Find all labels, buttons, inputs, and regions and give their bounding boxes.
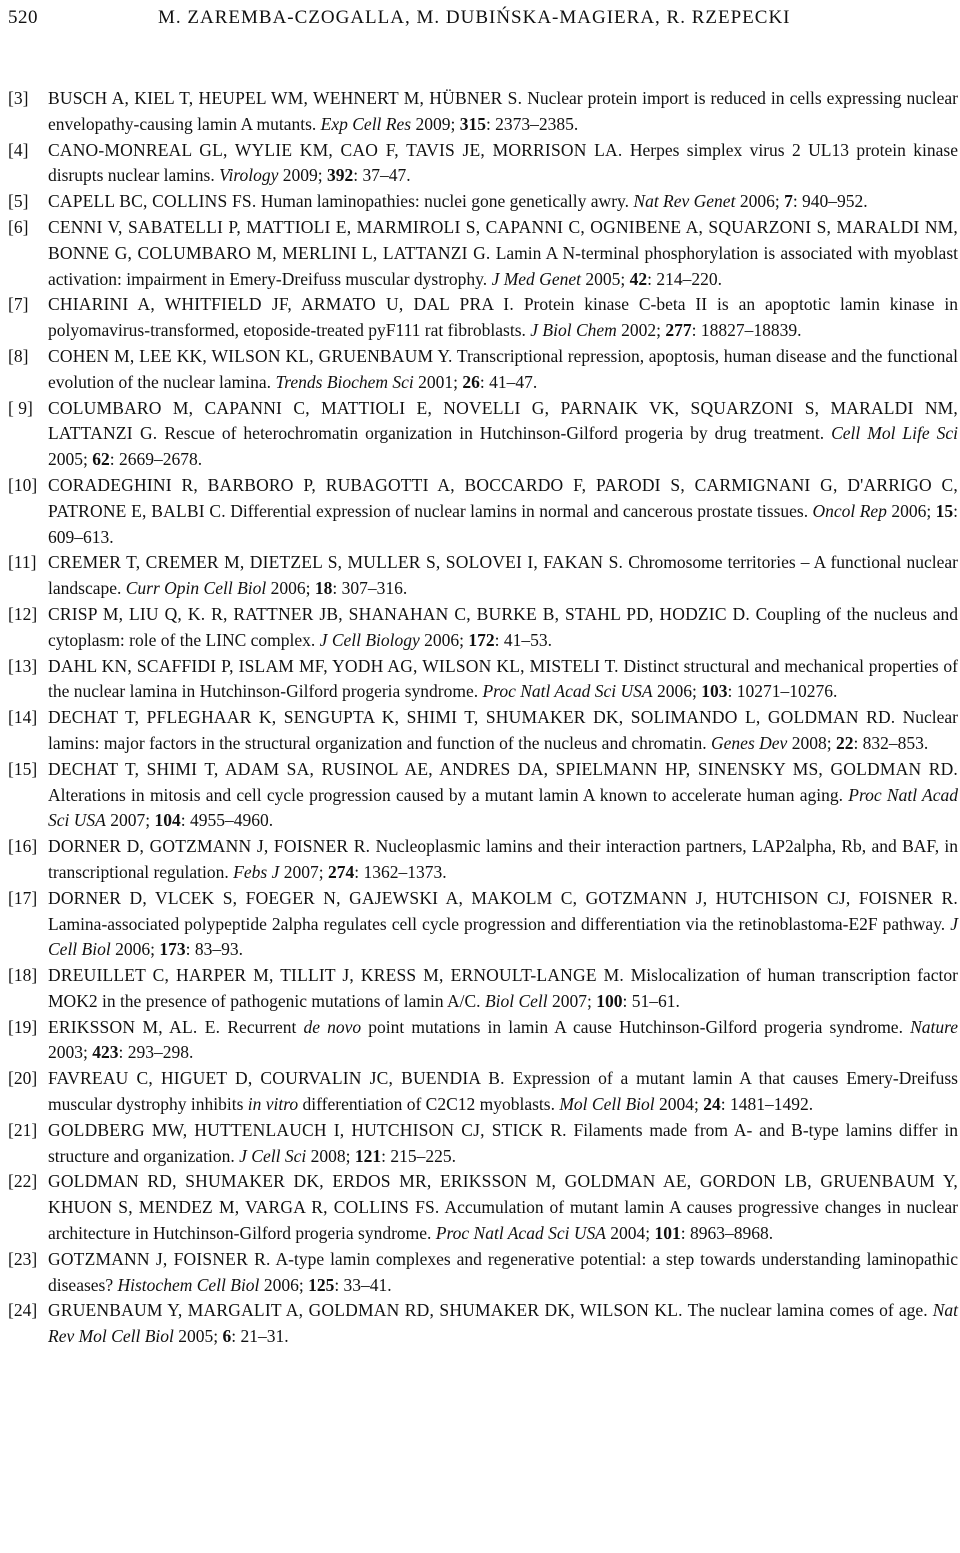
reference-list xyxy=(8,86,958,1350)
reference-pages: : 37–47. xyxy=(353,165,411,186)
reference-title: Nuclear lamins: major factors in the structural organization and function of the nucleus and chromatin. xyxy=(48,707,958,753)
reference-volume: 101 xyxy=(654,1223,681,1244)
reference-entry xyxy=(8,654,958,706)
reference-authors: DORNER D, GOTZMANN J, FOISNER R. xyxy=(48,836,371,857)
reference-authors: GOTZMANN J, FOISNER R. xyxy=(48,1248,271,1269)
reference-entry xyxy=(8,344,958,396)
reference-authors: BUSCH A, KIEL T, HEUPEL WM, WEHNERT M, HÜBNER S. xyxy=(48,88,523,108)
reference-journal: Nat Rev Mol Cell Biol xyxy=(48,1300,959,1347)
reference-pages: : 18827–18839. xyxy=(691,320,802,341)
reference-number: [22] xyxy=(8,1171,38,1192)
reference-volume: 22 xyxy=(835,732,854,753)
reference-authors: CREMER T, CREMER M, DIETZEL S, MULLER S, SOLOVEI I, FAKAN S. xyxy=(48,552,624,573)
reference-authors: GRUENBAUM Y, MARGALIT A, GOLDMAN RD, SHUMAKER DK, WILSON KL. xyxy=(48,1300,683,1321)
reference-authors: CORADEGHINI R, BARBORO P, RUBAGOTTI A, BOCCARDO F, PARODI S, CARMIGNANI G, D'ARRIGO C, PATRONE E, BALBI C. xyxy=(48,474,958,521)
reference-volume: 26 xyxy=(462,371,480,392)
reference-year: 2006; xyxy=(656,681,697,702)
reference-journal: Oncol Rep xyxy=(812,500,887,521)
reference-year: 2004; xyxy=(610,1223,651,1244)
reference-title: Alterations in mitosis and cell cycle progression caused by a mutant lamin A known to accelerate human aging. xyxy=(48,784,843,805)
reference-entry xyxy=(8,602,958,654)
reference-entry xyxy=(8,473,958,550)
reference-authors: GOLDMAN RD, SHUMAKER DK, ERDOS MR, ERIKSSON M, GOLDMAN AE, GORDON LB, GRUENBAUM Y, KHUON S, MENDEZ M, VARGA R, COLLINS FS. xyxy=(48,1171,958,1218)
reference-journal: Nat Rev Genet xyxy=(633,191,736,212)
reference-journal: Cell Mol Life Sci xyxy=(831,423,958,444)
reference-title: Lamin A N-terminal phosphorylation is associated with myoblast activation: impairment in Emery-Dreifuss muscular dystrophy. xyxy=(48,242,958,289)
reference-authors: DORNER D, VLCEK S, FOEGER N, GAJEWSKI A, MAKOLM C, GOTZMANN J, HUTCHISON CJ, FOISNER R. xyxy=(48,887,958,908)
reference-year: 2004; xyxy=(659,1094,699,1115)
reference-authors: DECHAT T, SHIMI T, ADAM SA, RUSINOL AE, ANDRES DA, SPIELMANN HP, SINENSKY MS, GOLDMAN RD. xyxy=(48,758,958,779)
reference-pages: : 940–952. xyxy=(792,191,868,212)
reference-authors: GOLDBERG MW, HUTTENLAUCH I, HUTCHISON CJ, STICK R. xyxy=(48,1119,567,1140)
reference-entry xyxy=(8,189,958,215)
reference-title: Human laminopathies: nuclei gone genetically awry. xyxy=(260,191,630,212)
reference-entry xyxy=(8,963,958,1015)
reference-year: 2009; xyxy=(415,113,456,134)
reference-title: Coupling of the nucleus and cytoplasm: role of the LINC complex. xyxy=(48,603,958,650)
reference-number: [6] xyxy=(8,216,29,237)
reference-volume: 103 xyxy=(701,681,728,702)
reference-journal: J Cell Biology xyxy=(319,629,420,650)
reference-authors: FAVREAU C, HIGUET D, COURVALIN JC, BUENDIA B. xyxy=(48,1068,505,1089)
reference-year: 2006; xyxy=(270,578,311,599)
reference-pages: : 8963–8968. xyxy=(680,1223,774,1244)
reference-volume: 6 xyxy=(222,1326,232,1347)
reference-year: 2006; xyxy=(115,939,155,960)
reference-pages: : 4955–4960. xyxy=(180,810,274,831)
reference-volume: 392 xyxy=(327,165,354,186)
reference-pages: : 41–53. xyxy=(494,629,553,650)
reference-year: 2007; xyxy=(110,810,151,831)
reference-entry xyxy=(8,834,958,886)
reference-entry xyxy=(8,1015,958,1067)
reference-pages: : 33–41. xyxy=(334,1274,392,1295)
reference-volume: 274 xyxy=(327,861,355,882)
reference-authors: CENNI V, SABATELLI P, MATTIOLI E, MARMIROLI S, CAPANNI C, OGNIBENE A, SQUARZONI S, MARALDI NM, BONNE G, COLUMBARO M, MERLINI L, LATTANZI G. xyxy=(48,216,958,263)
reference-title: Protein kinase C-beta II is an apoptotic lamin kinase in polyomavirus-transformed, etoposide-treated pyF111 rat fibroblasts. xyxy=(48,294,958,341)
running-header xyxy=(8,4,952,32)
reference-title: Nucleoplasmic lamins and their interaction partners, LAP2alpha, Rb, and BAF, in transcriptional regulation. xyxy=(48,836,959,882)
reference-number: [19] xyxy=(8,1016,38,1037)
reference-year: 2007; xyxy=(552,990,592,1011)
reference-title: Differential expression of nuclear lamins in normal and cancerous prostate tissues. xyxy=(230,500,809,521)
reference-authors: CANO-MONREAL GL, WYLIE KM, CAO F, TAVIS JE, MORRISON LA. xyxy=(48,139,623,160)
reference-entry xyxy=(8,215,958,292)
reference-authors: COHEN M, LEE KK, WILSON KL, GRUENBAUM Y. xyxy=(48,345,453,366)
reference-journal: Febs J xyxy=(233,861,280,882)
reference-authors: DAHL KN, SCAFFIDI P, ISLAM MF, YODH AG, WILSON KL, MISTELI T. xyxy=(48,655,619,676)
reference-pages: : 83–93. xyxy=(185,939,243,960)
reference-title-italic: de novo xyxy=(303,1016,362,1037)
reference-year: 2006; xyxy=(891,500,932,521)
reference-pages: : 41–47. xyxy=(479,371,538,392)
reference-title: Mislocalization of human transcription factor MOK2 in the presence of pathogenic mutations of lamin A/C. xyxy=(48,965,958,1011)
reference-pages: : 609–613. xyxy=(48,500,959,547)
reference-authors: CRISP M, LIU Q, K. R, RATTNER JB, SHANAHAN C, BURKE B, STAHL PD, HODZIC D. xyxy=(48,603,750,624)
reference-journal: Mol Cell Biol xyxy=(559,1094,655,1115)
reference-entry xyxy=(8,757,958,834)
reference-authors: CAPELL BC, COLLINS FS. xyxy=(48,191,257,212)
reference-title: Nuclear protein import is reduced in cells expressing nuclear envelopathy-causing lamin A mutants. xyxy=(48,88,958,134)
reference-number: [18] xyxy=(8,965,38,986)
reference-volume: 24 xyxy=(703,1094,721,1115)
reference-year: 2007; xyxy=(283,861,324,882)
reference-pages: : 2669–2678. xyxy=(109,449,203,470)
reference-journal: J Biol Chem xyxy=(530,320,617,341)
reference-authors: CHIARINI A, WHITFIELD JF, ARMATO U, DAL PRA I. xyxy=(48,294,514,315)
reference-journal: J Med Genet xyxy=(491,268,581,289)
reference-entry xyxy=(8,1298,958,1350)
reference-volume: 315 xyxy=(459,113,486,134)
reference-number: [23] xyxy=(8,1248,38,1269)
reference-year: 2008; xyxy=(310,1145,351,1166)
reference-volume: 172 xyxy=(468,629,495,650)
reference-volume: 104 xyxy=(154,810,181,831)
reference-authors: DREUILLET C, HARPER M, TILLIT J, KRESS M, ERNOULT-LANGE M. xyxy=(48,965,624,986)
reference-entry xyxy=(8,550,958,602)
reference-year: 2006; xyxy=(739,191,780,212)
reference-volume: 173 xyxy=(159,939,186,960)
reference-volume: 423 xyxy=(92,1042,119,1063)
reference-authors: COLUMBARO M, CAPANNI C, MATTIOLI E, NOVELLI G, PARNAIK VK, SQUARZONI S, MARALDI NM, LATTANZI G. xyxy=(48,397,958,444)
reference-authors: ERIKSSON M, AL. E. xyxy=(48,1016,221,1037)
reference-entry xyxy=(8,886,958,963)
reference-journal: Curr Opin Cell Biol xyxy=(125,578,267,599)
reference-volume: 125 xyxy=(308,1274,335,1295)
reference-year: 2003; xyxy=(48,1042,88,1063)
reference-entry xyxy=(8,1118,958,1170)
reference-title: Rescue of heterochromatin organization in Hutchinson-Gilford progeria by drug treatment. xyxy=(164,423,825,444)
reference-volume: 7 xyxy=(784,191,793,212)
header-authors: M. ZAREMBA-CZOGALLA, M. DUBIŃSKA-MAGIERA, R. RZEPECKI xyxy=(158,7,791,28)
reference-number: [13] xyxy=(8,655,38,676)
reference-year: 2006; xyxy=(424,629,465,650)
reference-title: point mutations in lamin A cause Hutchinson-Gilford progeria syndrome. xyxy=(368,1016,903,1037)
reference-journal: Proc Natl Acad Sci USA xyxy=(48,784,959,831)
reference-entry xyxy=(8,705,958,757)
reference-authors: DECHAT T, PFLEGHAAR K, SENGUPTA K, SHIMI T, SHUMAKER DK, SOLIMANDO L, GOLDMAN RD. xyxy=(48,707,896,728)
reference-number: [20] xyxy=(8,1068,38,1089)
reference-number: [16] xyxy=(8,836,38,857)
reference-journal: J Cell Biol xyxy=(48,913,959,960)
reference-number: [12] xyxy=(8,603,38,624)
reference-entry xyxy=(8,1169,958,1246)
reference-journal: J Cell Sci xyxy=(239,1145,307,1166)
reference-title: differentiation of C2C12 myoblasts. xyxy=(302,1094,555,1115)
reference-number: [5] xyxy=(8,191,29,212)
reference-pages: : 10271–10276. xyxy=(727,681,838,702)
reference-year: 2001; xyxy=(418,371,459,392)
reference-year: 2009; xyxy=(282,165,323,186)
reference-journal: Nature xyxy=(910,1016,959,1037)
reference-journal: Biol Cell xyxy=(484,990,548,1011)
reference-pages: : 1362–1373. xyxy=(354,861,447,882)
reference-pages: : 1481–1492. xyxy=(720,1094,814,1115)
reference-number: [15] xyxy=(8,758,38,779)
reference-pages: : 832–853. xyxy=(853,732,929,753)
reference-journal: Genes Dev xyxy=(711,732,788,753)
reference-number: [14] xyxy=(8,707,38,728)
reference-volume: 15 xyxy=(935,500,954,521)
reference-title: Distinct structural and mechanical properties of the nuclear lamina in Hutchinson-Gilford progeria syndrome. xyxy=(48,655,958,702)
reference-entry xyxy=(8,138,958,190)
reference-title-italic: in vitro xyxy=(247,1094,299,1115)
reference-journal: Exp Cell Res xyxy=(320,113,412,134)
reference-number: [24] xyxy=(8,1300,38,1321)
reference-volume: 277 xyxy=(665,320,692,341)
reference-volume: 62 xyxy=(92,449,110,470)
reference-journal: Proc Natl Acad Sci USA xyxy=(482,681,653,702)
reference-pages: : 214–220. xyxy=(647,268,722,289)
reference-year: 2005; xyxy=(178,1326,219,1347)
reference-pages: : 293–298. xyxy=(118,1042,194,1063)
reference-entry xyxy=(8,86,958,138)
reference-title: Recurrent xyxy=(227,1016,297,1037)
reference-title: Lamina-associated polypeptide 2alpha regulates cell cycle progression and differentiation via the retinoblastoma-E2F pathway. xyxy=(48,913,946,934)
reference-year: 2006; xyxy=(263,1274,304,1295)
reference-title: Filaments made from A- and B-type lamins differ in structure and organization. xyxy=(48,1119,958,1166)
reference-number: [10] xyxy=(8,474,38,495)
reference-entry xyxy=(8,1066,958,1118)
reference-journal: Virology xyxy=(219,165,279,186)
reference-title: Expression of a mutant lamin A that causes Emery-Dreifuss muscular dystrophy inhibits xyxy=(48,1068,958,1115)
reference-title: Herpes simplex virus 2 UL13 protein kinase disrupts nuclear lamins. xyxy=(48,139,959,186)
reference-year: 2005; xyxy=(585,268,626,289)
reference-pages: : 51–61. xyxy=(622,990,680,1011)
reference-volume: 18 xyxy=(314,578,333,599)
reference-number: [21] xyxy=(8,1119,38,1140)
reference-title: Transcriptional repression, apoptosis, human disease and the functional evolution of the nuclear lamina. xyxy=(48,345,959,392)
reference-pages: : 215–225. xyxy=(381,1145,456,1166)
reference-volume: 100 xyxy=(596,990,623,1011)
reference-title: Accumulation of mutant lamin A causes progressive changes in nuclear architecture in Hutchinson-Gilford progeria syndrome. xyxy=(48,1197,958,1244)
reference-number: [17] xyxy=(8,887,38,908)
reference-title: Chromosome territories – A functional nuclear landscape. xyxy=(48,552,958,599)
reference-year: 2002; xyxy=(621,320,662,341)
reference-number: [3] xyxy=(8,88,29,108)
reference-volume: 121 xyxy=(354,1145,382,1166)
reference-journal: Histochem Cell Biol xyxy=(117,1274,260,1295)
reference-entry xyxy=(8,396,958,473)
reference-number: [11] xyxy=(8,552,37,573)
reference-title: A-type lamin complexes and regenerative potential: a step towards understanding laminopathic diseases? xyxy=(48,1248,958,1295)
reference-entry xyxy=(8,292,958,344)
reference-journal: Proc Natl Acad Sci USA xyxy=(435,1223,606,1244)
reference-number: [8] xyxy=(8,345,29,366)
reference-entry xyxy=(8,1247,958,1299)
reference-year: 2008; xyxy=(791,732,832,753)
reference-journal: Trends Biochem Sci xyxy=(275,371,414,392)
reference-year: 2005; xyxy=(48,449,88,470)
reference-number: [4] xyxy=(8,139,29,160)
reference-title: The nuclear lamina comes of age. xyxy=(687,1300,928,1321)
reference-number: [7] xyxy=(8,294,29,315)
reference-pages: : 21–31. xyxy=(231,1326,289,1347)
reference-pages: : 307–316. xyxy=(332,578,408,599)
page-number: 520 xyxy=(8,7,38,28)
reference-volume: 42 xyxy=(629,268,648,289)
reference-number: [ 9] xyxy=(8,397,33,418)
reference-pages: : 2373–2385. xyxy=(485,113,579,134)
